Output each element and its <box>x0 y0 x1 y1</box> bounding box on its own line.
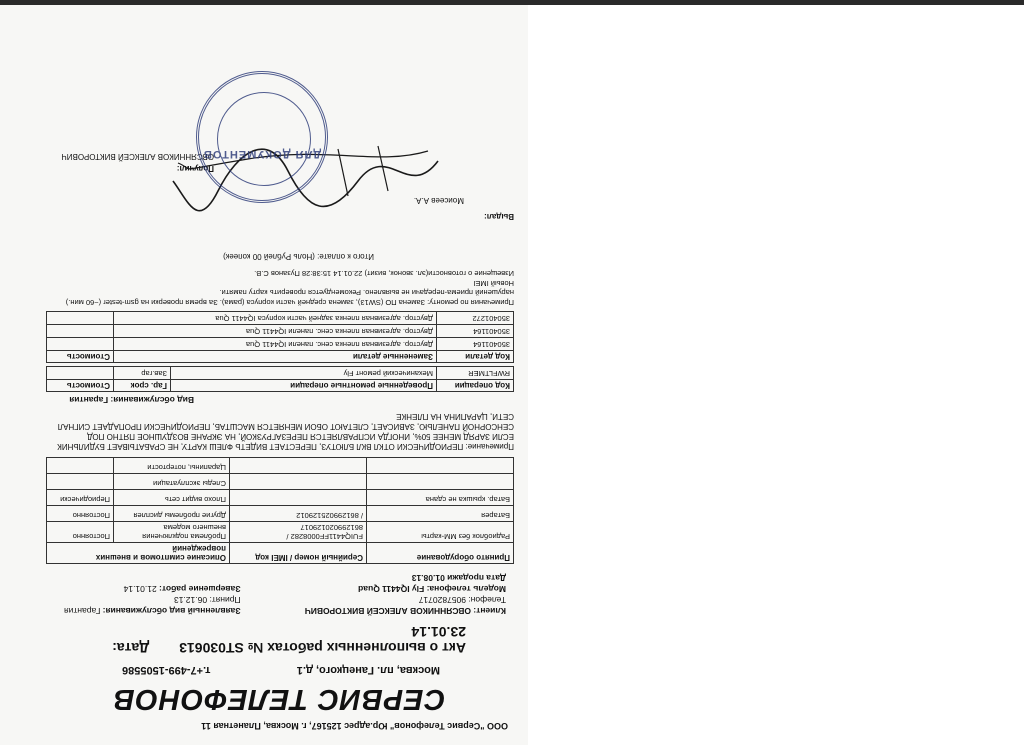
operations-header-row <box>47 380 514 392</box>
equipment-header: Принято оборудование <box>367 543 514 564</box>
address-line <box>44 664 514 676</box>
service-type-value: Гарантия <box>64 606 101 616</box>
symptom-cell: Плохо видит сеть <box>114 490 230 506</box>
serial-cell <box>230 490 367 506</box>
warranty-cell: Зав.гар <box>114 367 171 380</box>
op-code-header: Код операции <box>437 380 514 392</box>
serial-header: Серийный номер / IMEI код <box>230 543 367 564</box>
table-row <box>47 506 514 522</box>
op-cost-cell <box>47 367 114 380</box>
stamp-text: ДЛЯ ДОКУМЕНТОВ <box>202 148 322 160</box>
table-row <box>47 312 514 325</box>
service-type-line: Вид обслуживания: Гарантия <box>69 395 194 405</box>
equipment-header-row <box>47 543 514 564</box>
table-row <box>47 325 514 338</box>
serial-cell <box>230 474 367 490</box>
equipment-cell: Батар. крышка не сдана <box>367 490 514 506</box>
op-cost-header: Стоимость <box>47 380 114 392</box>
accepted-value: 06.12.13 <box>173 595 208 605</box>
client-info <box>44 572 514 616</box>
serial-cell: FUIQ4411FF0008282 / 861299020129017 <box>230 522 367 543</box>
part-cost-header: Стоимость <box>47 351 114 363</box>
symptom-cell: Царапины, потертости <box>114 458 230 474</box>
model-row <box>241 583 506 594</box>
part-desc-cell: Двустор. адгезивная пленка задней части корпуса IQ4411 Qua <box>114 312 437 325</box>
part-code-cell: 350401272 <box>437 312 514 325</box>
organization-stamp <box>196 71 328 203</box>
part-code-header: Код детали <box>437 351 514 363</box>
client-name: ОВСЯННИКОВ АЛЕКСЕЙ ВИКТОРОВИЧ <box>304 606 471 616</box>
scanned-document <box>0 5 529 745</box>
issued-name: Моисеев А.А. <box>413 196 464 205</box>
client-label: Клиент: <box>473 606 506 616</box>
model-label: Модель телефона: <box>426 584 506 594</box>
document-rotated-content <box>0 5 528 745</box>
part-code-cell: 350401164 <box>437 338 514 351</box>
part-cost-cell <box>47 338 114 351</box>
table-row <box>47 338 514 351</box>
client-info-right <box>44 572 241 616</box>
equipment-cell <box>367 474 514 490</box>
frequency-cell <box>47 474 114 490</box>
remark-line: Новый IMEI <box>473 279 514 288</box>
signature-block <box>44 119 514 269</box>
part-cost-cell <box>47 325 114 338</box>
received-label: Получил: <box>176 164 214 173</box>
finished-value: 21.01.14 <box>123 584 157 594</box>
service-type-label: Заявленный вид обслуживания: <box>102 606 241 616</box>
blank-area <box>528 5 1024 745</box>
part-desc-header: Замененные детали <box>114 351 437 363</box>
part-cost-cell <box>47 312 114 325</box>
part-desc-cell: Двустор. адгезивная пленка сенс. панели IQ4411 Qua <box>114 325 437 338</box>
act-number: Акт о выполненных работах № ST030613 <box>179 640 466 656</box>
accepted-row <box>44 594 241 605</box>
equipment-cell <box>367 458 514 474</box>
finished-row <box>44 583 241 594</box>
stamp-inner-ring <box>217 92 311 186</box>
received-name: ОВСЯННИКОВ АЛЕКСЕЙ ВИКТОРОВИЧ <box>61 152 214 161</box>
equipment-cell: Радиоблок без ММ-карты <box>367 522 514 543</box>
table-row <box>47 367 514 380</box>
phone-row <box>241 594 506 605</box>
table-row <box>47 474 514 490</box>
warranty-header: Гар. срок <box>114 380 171 392</box>
client-row <box>241 605 506 616</box>
part-code-cell: 350401164 <box>437 325 514 338</box>
op-desc-cell: Механический ремонт Fly <box>171 367 437 380</box>
issued-label: Выдал: <box>484 212 514 221</box>
equipment-table <box>46 457 514 564</box>
operations-table <box>46 366 514 392</box>
client-info-left <box>241 572 514 616</box>
table-row <box>47 522 514 543</box>
act-date: Дата: 23.01.14 <box>112 624 466 656</box>
address: Москва, пл. Ганецкого, д.1 <box>296 664 440 676</box>
model-value: Fly IQ4411 Quad <box>358 584 425 594</box>
remark-line: Примечания по ремонту: Замена ПО (SW13), замена средней части корпуса (рама). За время проверки на gsm-tester (~60 мин.) нарушений приема-передачи не выявлено. Рекомендуется проверить карту памяти. <box>65 288 514 307</box>
frequency-cell: Периодически <box>47 490 114 506</box>
phone-value: 9057820717 <box>418 595 466 605</box>
parts-table <box>46 311 514 363</box>
equipment-cell: Батарея <box>367 506 514 522</box>
phone-label: Телефон: <box>468 595 506 605</box>
finished-label: Завершение работ: <box>159 584 241 594</box>
frequency-cell <box>47 458 114 474</box>
act-heading <box>44 624 466 656</box>
company-title: СЕРВИС ТЕЛЕФОНОВ <box>112 683 446 715</box>
serial-cell <box>230 458 367 474</box>
repair-remarks <box>44 269 514 307</box>
frequency-cell: Постоянно <box>47 506 114 522</box>
symptom-cell: Проблема подключения внешнего модема <box>114 522 230 543</box>
sale-date: Дата продажи 01.08.13 <box>411 573 506 583</box>
note-text: Примечание: ПЕРИОДИЧЕСКИ ОТКЛ ВКЛ БЛЮТУЗ, ПЕРЕСТАЕТ ВИДЕТЬ ФЛЕШ КАРТУ, НЕ СРАБАТЫВАЕТ БУДИЛЬНИК ЕСЛИ ЗАРЯД МЕНЕЕ 50%, ИНОГДА ИСПРАВЛЯЕТСЯ ПЕРЕЗАГРУЗКОЙ, НА ЭКРАНЕ ВОЗДУШНОЕ ПЯТНО ПОД СЕНСОРНОЙ ПАНЕЛЬЮ, ЗАВИСАЕТ, СЛЕТАЮТ ОБОИ МЕНЯЕТСЯ МАСШТАБ, ПЕРИОДИЧЕСКИ ПРОПАДАЕТ СИГНАЛ СЕТИ, ЦАРАПИНА НА ПЛЕНКЕ <box>57 412 514 451</box>
table-row <box>47 490 514 506</box>
op-desc-header: Проведенные ремонтные операции <box>171 380 437 392</box>
symptom-cell: Другие проблемы дисплея <box>114 506 230 522</box>
part-desc-cell: Двустор. адгезивная пленка сенс. панели IQ4411 Qua <box>114 338 437 351</box>
phone: т.+7-499-1505586 <box>122 664 211 676</box>
symptom-cell: Следы эксплуатации <box>114 474 230 490</box>
company-line: ООО "Сервис Телефонов" Юр.адрес 125167, г. Москва, Планетная 11 <box>201 721 508 731</box>
symptoms-header: Описание симптомов и внешних повреждений <box>47 543 230 564</box>
accepted-label: Принят: <box>209 595 241 605</box>
serial-cell: / 861299025129012 <box>230 506 367 522</box>
parts-header-row <box>47 351 514 363</box>
service-type-row <box>44 605 241 616</box>
frequency-cell: Постоянно <box>47 522 114 543</box>
remark-line: Извещение о готовности(эл. звонок, визит) 22.01.14 15:38:28 Пузанов С.В. <box>254 269 514 279</box>
act-document <box>44 119 514 731</box>
table-row <box>47 458 514 474</box>
op-code-cell: RWFLTMER <box>437 367 514 380</box>
total-line: Итого к оплате: (Ноль Рублей 00 копеек) <box>223 252 374 261</box>
